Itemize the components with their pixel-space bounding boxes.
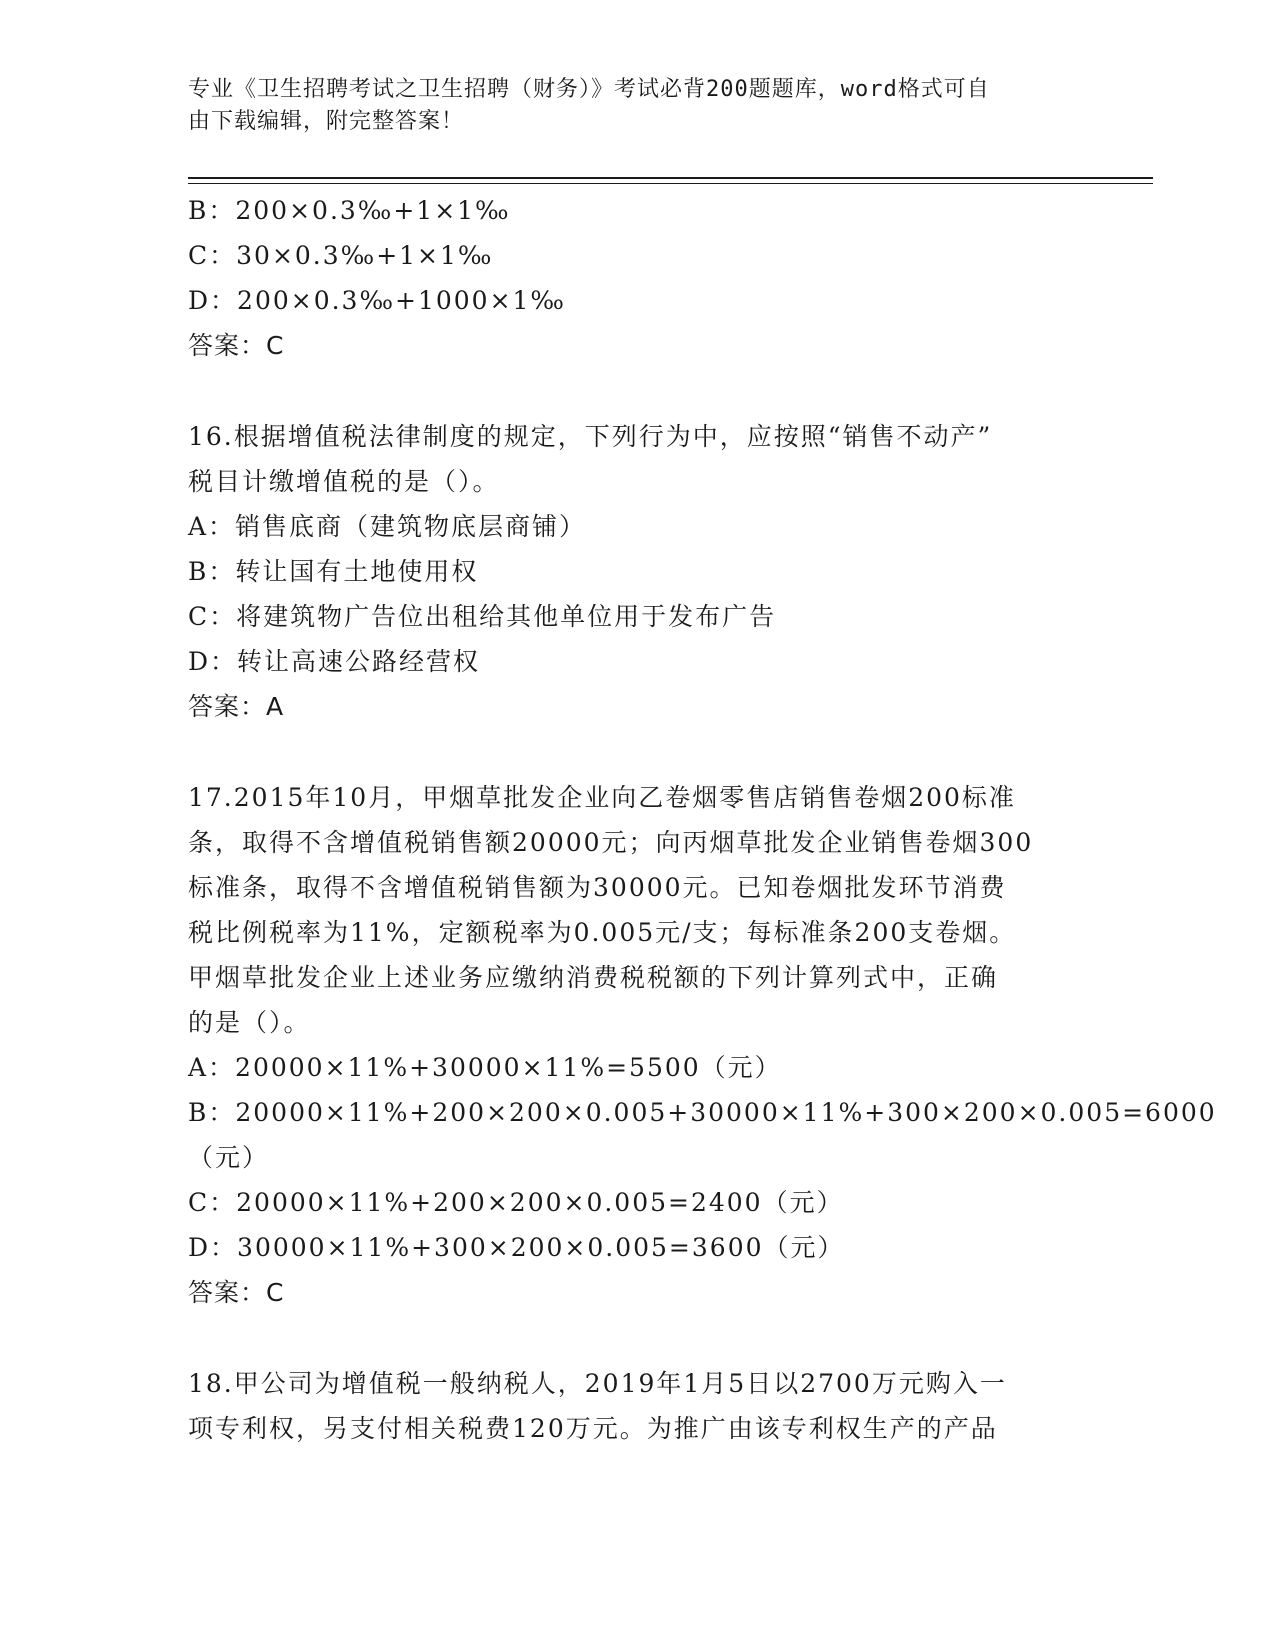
document-header — [188, 74, 1068, 138]
option-b: B：转让国有土地使用权 — [188, 557, 479, 586]
prev-question — [188, 188, 1088, 368]
option-c: C：将建筑物广告位出租给其他单位用于发布广告 — [188, 602, 777, 631]
question-17 — [188, 775, 1217, 1315]
header-rule-thin — [188, 183, 1153, 184]
question-text-line: 条，取得不含增值税销售额20000元；向丙烟草批发企业销售卷烟300 — [188, 828, 1034, 857]
question-18 — [188, 1361, 1088, 1451]
answer: 答案：C — [188, 1278, 285, 1307]
question-text-line: 甲烟草批发企业上述业务应缴纳消费税税额的下列计算列式中，正确 — [188, 963, 999, 992]
question-text-line: 17.2015年10月，甲烟草批发企业向乙卷烟零售店销售卷烟200标准 — [188, 783, 1016, 812]
question-text-line: 标准条，取得不含增值税销售额为30000元。已知卷烟批发环节消费 — [188, 873, 1007, 902]
option-b-continued: （元） — [188, 1143, 270, 1172]
question-text-line: 16.根据增值税法律制度的规定，下列行为中，应按照“销售不动产” — [188, 422, 993, 451]
header-rule-thick — [188, 177, 1153, 179]
option-a: A：销售底商（建筑物底层商铺） — [188, 512, 587, 541]
spacer — [188, 1315, 1088, 1361]
question-16 — [188, 414, 1088, 729]
question-text-line: 税比例税率为11%，定额税率为0.005元/支；每标准条200支卷烟。 — [188, 918, 1017, 947]
option-d: D：200×0.3‰+1000×1‰ — [188, 286, 566, 315]
question-text-line: 的是（）。 — [188, 1008, 311, 1037]
answer: 答案：C — [188, 331, 285, 360]
option-c: C：30×0.3‰+1×1‰ — [188, 241, 494, 270]
option-a: A：20000×11%+30000×11%=5500（元） — [188, 1053, 782, 1082]
question-text-line: 18.甲公司为增值税一般纳税人，2019年1月5日以2700万元购入一 — [188, 1369, 1007, 1398]
option-c: C：20000×11%+200×200×0.005=2400（元） — [188, 1188, 844, 1217]
question-text-line: 项专利权，另支付相关税费120万元。为推广由该专利权生产的产品 — [188, 1414, 998, 1443]
header-line-2: 由下载编辑，附完整答案！ — [188, 109, 465, 134]
spacer — [188, 368, 1088, 414]
question-text-line: 税目计缴增值税的是（）。 — [188, 467, 500, 496]
header-line-1: 专业《卫生招聘考试之卫生招聘（财务）》考试必背200题题库，word格式可自 — [188, 77, 990, 102]
option-d: D：转让高速公路经营权 — [188, 647, 481, 676]
option-b: B：200×0.3‰+1×1‰ — [188, 196, 511, 225]
option-d: D：30000×11%+300×200×0.005=3600（元） — [188, 1233, 845, 1262]
spacer — [188, 729, 1088, 775]
option-b: B：20000×11%+200×200×0.005+30000×11%+300×200×0.005=6000 — [188, 1098, 1217, 1127]
answer: 答案：A — [188, 692, 285, 721]
question-content — [188, 188, 1217, 1451]
